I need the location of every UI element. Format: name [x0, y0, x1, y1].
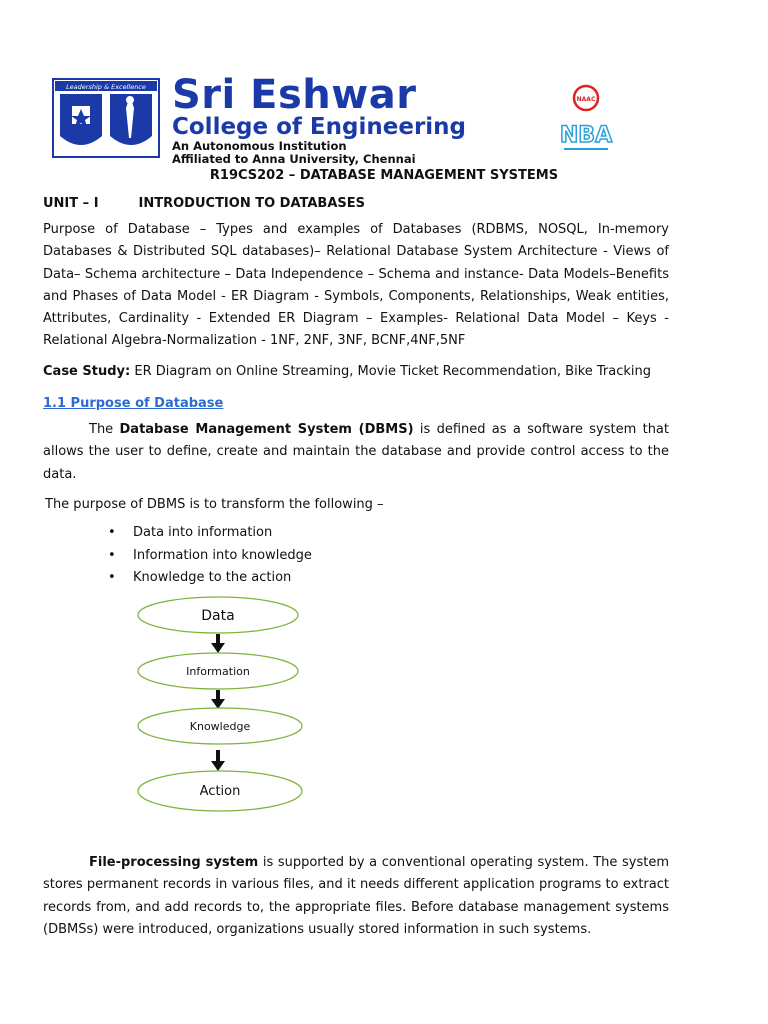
file-processing-term: File-processing system — [89, 855, 259, 870]
diagram-label-action: Action — [199, 784, 241, 799]
arrow-down-icon — [211, 761, 225, 771]
dbms-def-post: is defined as a software system that allows the user to define, create and maintain the database and provide control access to the data. — [43, 422, 669, 482]
arrow-shaft — [216, 690, 220, 700]
dbms-definition-paragraph — [43, 419, 669, 486]
diagram-label-information: Information — [186, 665, 250, 678]
purpose-intro: The purpose of DBMS is to transform the following – — [45, 497, 384, 512]
purpose-bullet-list — [108, 522, 312, 590]
unit-number: UNIT – I — [43, 196, 99, 211]
unit-heading — [43, 196, 365, 211]
file-processing-text: is supported by a conventional operating system. The system stores permanent records in various files, and it needs different application programs to extract records from, and add records to, the appropriate files. Before database management systems (DBMSs) were introduced, organizations usually stored information in such systems. — [43, 855, 669, 937]
college-crest-logo — [52, 78, 160, 158]
college-title-block — [172, 74, 466, 166]
nba-badge-icon — [564, 148, 608, 150]
arrow-shaft — [216, 634, 220, 644]
dikw-flow-diagram — [130, 595, 315, 820]
arrow-down-icon — [211, 643, 225, 653]
arrow-shaft — [216, 750, 220, 762]
list-item: • Information into knowledge — [108, 545, 312, 568]
list-item: • Data into information — [108, 522, 312, 545]
college-subtitle: College of Engineering — [172, 114, 467, 140]
college-tagline-autonomous: An Autonomous Institution — [172, 139, 347, 153]
course-title: R19CS202 – DATABASE MANAGEMENT SYSTEMS — [209, 168, 559, 183]
diagram-label-knowledge: Knowledge — [189, 720, 251, 733]
dbms-def-term: Database Management System (DBMS) — [119, 422, 414, 437]
dbms-def-pre: The — [89, 422, 120, 437]
nba-badge-text: NBA — [559, 123, 613, 148]
crest-motto: Leadership & Excellence — [66, 83, 146, 91]
case-study-line — [43, 364, 651, 379]
unit-topic: INTRODUCTION TO DATABASES — [138, 196, 366, 211]
college-name: Sri Eshwar — [172, 72, 417, 118]
college-header — [52, 72, 622, 166]
diagram-label-data: Data — [201, 608, 235, 624]
case-study-text: ER Diagram on Online Streaming, Movie Ticket Recommendation, Bike Tracking — [130, 364, 652, 379]
accreditation-badges — [552, 84, 622, 164]
file-processing-paragraph — [43, 852, 669, 941]
naac-badge-text: NAAC — [576, 96, 596, 103]
college-tagline-affiliation: Affiliated to Anna University, Chennai — [172, 152, 416, 166]
section-heading-purpose: 1.1 Purpose of Database — [43, 396, 224, 411]
list-item: • Knowledge to the action — [108, 567, 312, 590]
case-study-label: Case Study: — [43, 364, 131, 379]
syllabus-paragraph: Purpose of Database – Types and examples of Databases (RDBMS, NOSQL, In-memory Databases & Distributed SQL databases)– Relational Database System Architecture - Views of Data– Schema architecture – Data Independence – Schema and instance- Data Models–Benefits and Phases of Data Model - ER Diagram - Symbols, Components, Relationships, Weak entities, Attributes, Cardinality - Extended ER Diagram – Examples- Relational Data Model – Keys - Relational Algebra-Normalization - 1NF, 2NF, 3NF, BCNF,4NF,5NF — [43, 222, 669, 349]
